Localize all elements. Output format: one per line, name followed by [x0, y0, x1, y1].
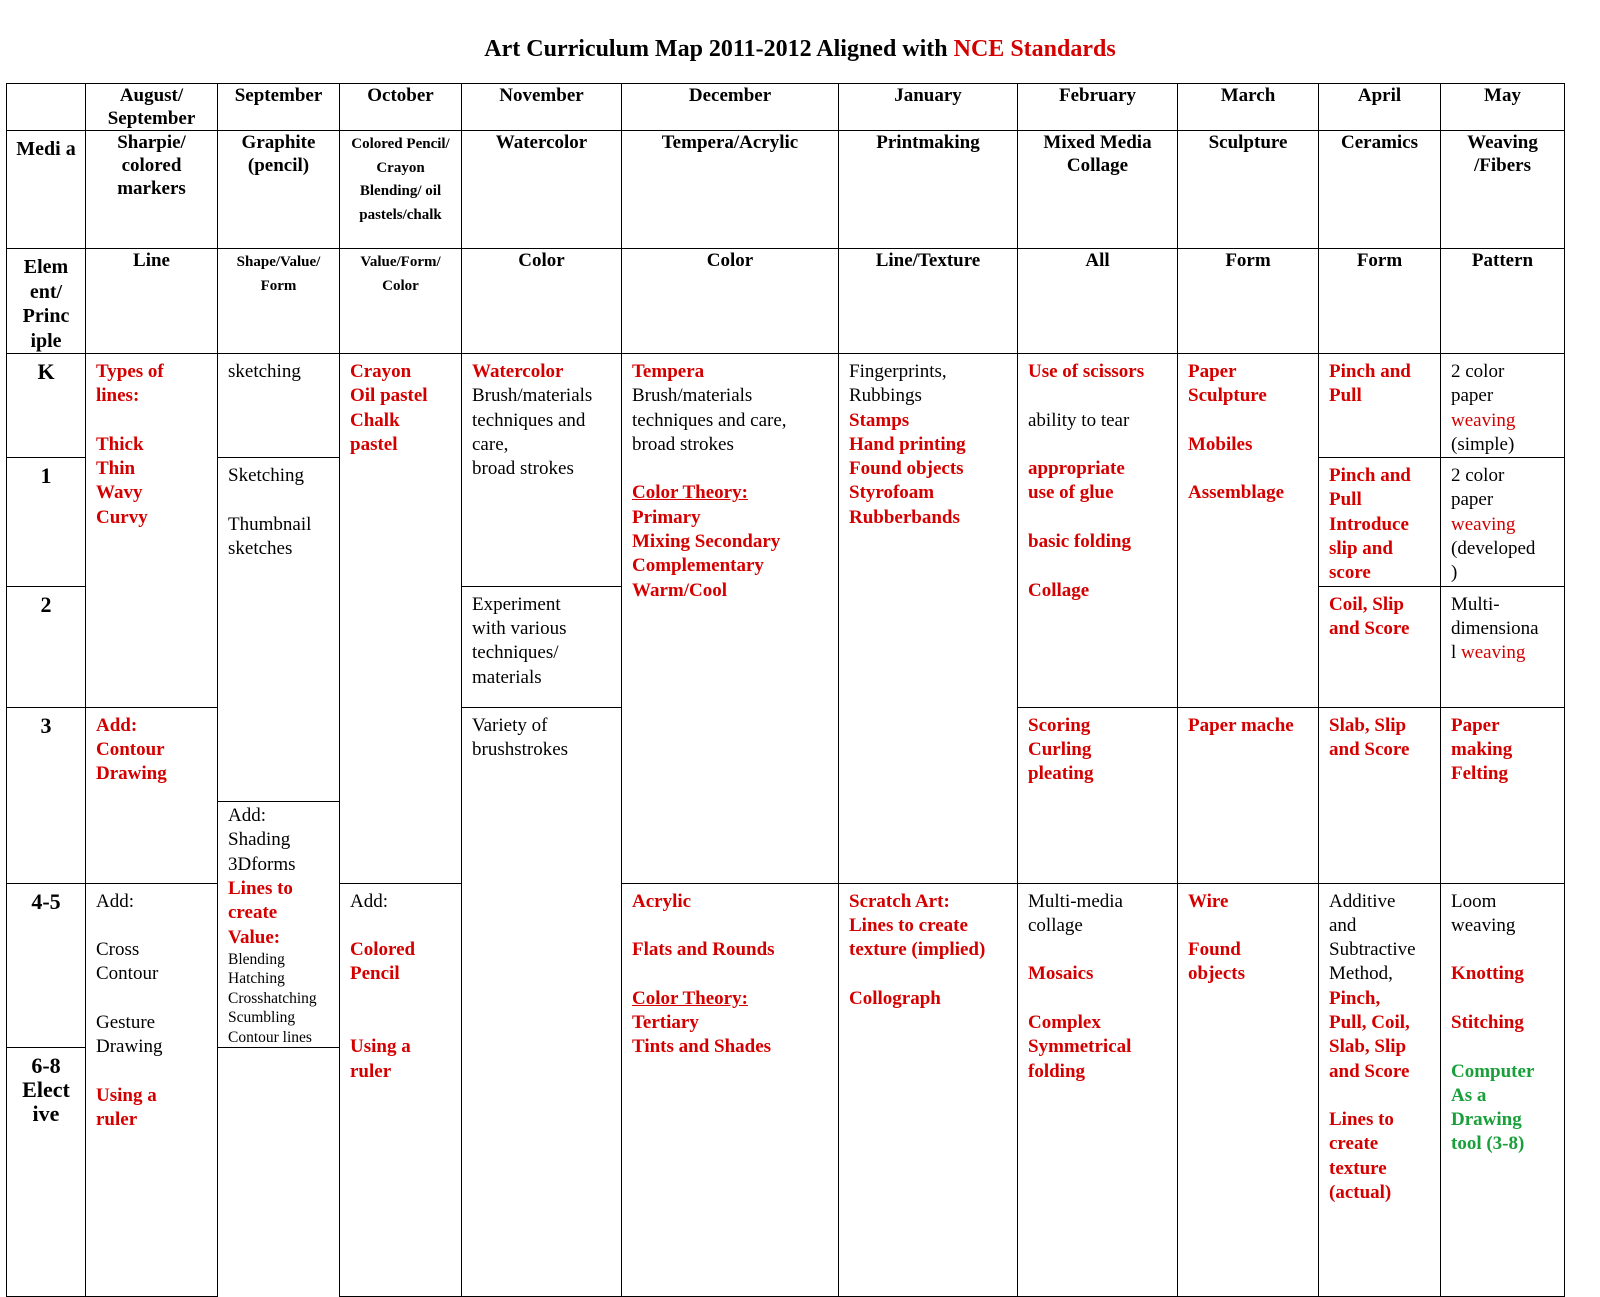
text-line: Brush/materials	[632, 385, 753, 407]
row-label-2: 2	[7, 586, 86, 707]
text-line: Wavy	[96, 482, 143, 504]
text-line: Using a	[350, 1036, 411, 1058]
media-cell: Sculpture	[1178, 131, 1319, 249]
text-line: Stitching	[1451, 1012, 1524, 1033]
text-line: create	[228, 902, 278, 924]
mar-g3-cell	[1178, 707, 1319, 883]
text-line: (developed	[1451, 538, 1536, 560]
text-line: Introduce	[1329, 513, 1409, 535]
text-line: Lines to	[1329, 1109, 1394, 1131]
text-line: Collograph	[849, 987, 941, 1009]
text-line: Pull	[1329, 385, 1362, 407]
media-cell: Weaving /Fibers	[1441, 131, 1565, 249]
text-line: Tempera	[632, 361, 705, 382]
text-line: Stamps	[849, 409, 910, 431]
text-line: Sketching	[228, 465, 304, 487]
row-label-k: K	[7, 354, 86, 458]
label-line: Elect ive	[22, 1077, 70, 1127]
text-line: Pinch and	[1329, 465, 1411, 487]
text-line: Curvy	[96, 506, 148, 528]
text-line: Loom	[1451, 890, 1497, 912]
text-line: Found	[1188, 939, 1241, 961]
text-line: 2 color	[1451, 361, 1505, 382]
sep-g1-cell	[218, 458, 340, 1048]
text-line: Using a	[96, 1084, 157, 1106]
element-cell: Color	[462, 249, 622, 354]
element-cell	[340, 249, 462, 354]
text-line: Scumbling	[228, 1009, 296, 1027]
text-line: Pinch,	[1329, 987, 1381, 1009]
text-line: Rubbings	[849, 385, 922, 407]
grade-row-k	[7, 354, 1565, 458]
text-line: Oil pastel	[350, 385, 428, 407]
text-line: Computer	[1451, 1060, 1535, 1082]
text-line: Contour	[96, 963, 159, 985]
text-line: Complementary	[632, 555, 764, 577]
text-line: Add:	[350, 890, 388, 912]
may-g3-cell	[1441, 707, 1565, 883]
text-line: Knotting	[1451, 963, 1524, 985]
text-line: and Score	[1329, 738, 1410, 760]
text-line: techniques/	[472, 642, 559, 664]
text-line: weaving	[1451, 513, 1516, 535]
month-header: November	[462, 84, 622, 131]
element-cell: Line	[86, 249, 218, 354]
text-line: As a	[1451, 1084, 1487, 1106]
text-line: Contour Drawing	[96, 738, 167, 785]
text-line: basic folding	[1028, 531, 1131, 553]
text-line: create	[1329, 1133, 1379, 1155]
apr-g1-cell	[1319, 458, 1441, 586]
text-line: Multi-media	[1028, 890, 1123, 912]
text-line: Drawing	[1451, 1109, 1522, 1131]
media-cell: Tempera/Acrylic	[622, 131, 839, 249]
text-line: Acrylic	[632, 890, 692, 912]
text-line: Chalk	[350, 409, 400, 431]
element-row	[7, 249, 1565, 354]
text-line: appropriate	[1028, 458, 1125, 480]
row-label-3: 3	[7, 707, 86, 883]
sep-g48-block	[218, 801, 339, 1047]
text-line: Value:	[228, 926, 281, 948]
text-line: Flats and Rounds	[632, 939, 775, 961]
text-line: and	[1329, 914, 1357, 936]
text-line: Variety of	[472, 714, 548, 736]
text-fragment: weaving	[1461, 642, 1526, 664]
apr-k-cell	[1319, 354, 1441, 458]
text-line: folding	[1028, 1060, 1086, 1082]
text-line: Found objects	[849, 458, 964, 480]
month-header: May	[1441, 84, 1565, 131]
text-line: weaving	[1451, 409, 1516, 431]
text-line: Wire	[1188, 890, 1229, 912]
corner-cell	[7, 84, 86, 131]
text-line: Thumbnail	[228, 513, 312, 535]
text-line: Paper mache	[1188, 714, 1294, 736]
text-line: Scratch Art:	[849, 890, 950, 912]
text-line: texture (implied)	[849, 939, 986, 961]
media-cell: Mixed Media Collage	[1018, 131, 1178, 249]
text-line: Pull	[1329, 489, 1362, 511]
media-cell: Ceramics	[1319, 131, 1441, 249]
text-line: and Score	[1329, 617, 1410, 639]
text-line: Thin	[96, 458, 136, 480]
text-line: Primary	[632, 506, 701, 528]
text-line: Paper	[1188, 361, 1237, 382]
element-cell: All	[1018, 249, 1178, 354]
text-line: Mixing Secondary	[632, 531, 781, 553]
text-line: Symmetrical	[1028, 1036, 1132, 1058]
text-line: weaving	[1451, 914, 1516, 936]
may-g48-cell	[1441, 883, 1565, 1297]
text-line: (actual)	[1329, 1182, 1392, 1204]
text-line: Hand printing	[849, 433, 966, 455]
text-line: Complex	[1028, 1012, 1101, 1033]
media-cell: Printmaking	[839, 131, 1018, 249]
mar-k2-cell	[1178, 354, 1319, 708]
text-line: care,	[472, 433, 509, 455]
text-line: tool (3-8)	[1451, 1133, 1525, 1155]
text-line: Slab, Slip	[1329, 1036, 1407, 1058]
aug-g48-cell	[86, 883, 218, 1297]
text-line: Use of scissors	[1028, 361, 1145, 382]
text-line: Contour lines	[228, 1028, 312, 1046]
text-line: sketching	[228, 361, 301, 382]
text-line: Styrofoam	[849, 482, 935, 504]
text-line: Add:	[96, 714, 138, 736]
text-line: texture	[1329, 1157, 1387, 1179]
month-header: January	[839, 84, 1018, 131]
element-cell: Pattern	[1441, 249, 1565, 354]
feb-k2-cell	[1018, 354, 1178, 708]
text-line: Tertiary	[632, 1012, 699, 1033]
month-header: October	[340, 84, 462, 131]
text-line: and Score	[1329, 1060, 1410, 1082]
media-cell: Sharpie/ colored markers	[86, 131, 218, 249]
row-label-1: 1	[7, 458, 86, 586]
feb-g48-cell	[1018, 883, 1178, 1297]
text-line: Collage	[1028, 579, 1090, 601]
text-line: Pinch and	[1329, 361, 1411, 382]
text-line: broad strokes	[472, 458, 574, 480]
text-line: Crosshatching	[228, 989, 317, 1007]
text-line: Cross	[96, 939, 140, 961]
text-line: Tints and Shades	[632, 1036, 772, 1058]
month-header: September	[218, 84, 340, 131]
text-line: Felting	[1451, 763, 1508, 785]
text-line: collage	[1028, 914, 1083, 936]
text-line: Slab, Slip	[1329, 714, 1407, 736]
element-cell: Color	[622, 249, 839, 354]
text-line: Watercolor	[472, 361, 564, 382]
month-header: March	[1178, 84, 1319, 131]
text-line: Color Theory:	[632, 987, 748, 1009]
text-line: Brush/materials	[472, 385, 593, 407]
text-line: Scoring	[1028, 714, 1091, 736]
row-label-6-8	[7, 1048, 86, 1297]
text-line: Hatching	[228, 970, 285, 988]
text-line: making	[1451, 738, 1513, 760]
nov-g2-cell	[462, 586, 622, 707]
month-header: August/ September	[86, 84, 218, 131]
row-label-element: Elem ent/ Princ iple	[7, 249, 86, 354]
text-line: Multi-	[1451, 593, 1500, 615]
text-line: ruler	[350, 1060, 392, 1082]
text-line: )	[1451, 562, 1458, 584]
text-line: Shading	[228, 829, 291, 851]
text-line: paper	[1451, 489, 1494, 511]
text-line: broad strokes	[632, 433, 734, 455]
text-line: Lines to	[228, 878, 293, 900]
media-row	[7, 131, 1565, 249]
page-title: Art Curriculum Map 2011-2012 Aligned with NCE Standards	[484, 36, 1116, 62]
element-cell: Form	[1178, 249, 1319, 354]
text-line: techniques and	[472, 409, 586, 431]
text-line: Crayon	[350, 361, 412, 382]
text-line: Subtractive	[1329, 939, 1416, 961]
text-line: Add:	[96, 890, 134, 912]
apr-g3-cell	[1319, 707, 1441, 883]
text-line: Add:	[228, 805, 266, 827]
curriculum-table	[6, 83, 1565, 1297]
may-g2-cell	[1441, 586, 1565, 707]
text-line: Gesture	[96, 1012, 156, 1033]
text-line: Curling	[1028, 738, 1092, 760]
dec-g48-cell	[622, 883, 839, 1297]
text-line: Mosaics	[1028, 963, 1094, 985]
dec-k3-cell	[622, 354, 839, 884]
oct-g48-cell	[340, 883, 462, 1297]
may-g1-cell	[1441, 458, 1565, 586]
oct-k3-cell	[340, 354, 462, 884]
aug-g3-cell	[86, 707, 218, 883]
text-line: brushstrokes	[472, 738, 569, 760]
month-header: February	[1018, 84, 1178, 131]
element-text: Shape/Value/ Form	[236, 254, 321, 294]
media-cell: Graphite (pencil)	[218, 131, 340, 249]
element-cell: Line/Texture	[839, 249, 1018, 354]
text-line: slip and	[1329, 538, 1393, 560]
apr-g48-cell	[1319, 883, 1441, 1297]
month-header: April	[1319, 84, 1441, 131]
text-line: pleating	[1028, 763, 1094, 785]
mar-g48-cell	[1178, 883, 1319, 1297]
text-line: ability to tear	[1028, 409, 1130, 431]
text-line: use of glue	[1028, 482, 1114, 504]
text-line: Pencil	[350, 963, 400, 985]
text-line: Color Theory:	[632, 482, 748, 504]
label-line: 6-8	[31, 1053, 61, 1079]
row-label-4-5: 4-5	[7, 883, 86, 1048]
text-line: Types of lines:	[96, 361, 164, 407]
text-line: materials	[472, 666, 542, 688]
text-line: Rubberbands	[849, 506, 960, 528]
text-line: sketches	[228, 538, 293, 560]
text-line: Method,	[1329, 963, 1393, 985]
text-fragment: l	[1451, 642, 1457, 664]
media-cell	[340, 131, 462, 249]
jan-k3-cell	[839, 354, 1018, 884]
text-line: Mobiles	[1188, 433, 1253, 455]
text-line: Colored	[350, 939, 416, 961]
text-line: Lines to create	[849, 914, 968, 936]
sep-k-cell	[218, 354, 340, 458]
element-cell: Form	[1319, 249, 1441, 354]
text-line: Warm/Cool	[632, 579, 727, 601]
text-line: Paper	[1451, 714, 1500, 736]
media-text: Colored Pencil/ Crayon Blending/ oil pastels/chalk	[351, 136, 450, 223]
media-cell: Watercolor	[462, 131, 622, 249]
text-line: Assemblage	[1188, 482, 1285, 504]
jan-g48-cell	[839, 883, 1018, 1297]
text-line: Pull, Coil,	[1329, 1012, 1410, 1033]
text-line: 3Dforms	[228, 853, 296, 875]
month-header-row	[7, 84, 1565, 131]
feb-g3-cell	[1018, 707, 1178, 883]
text-line: Coil, Slip	[1329, 593, 1404, 615]
text-line: Blending	[228, 950, 285, 968]
month-header: December	[622, 84, 839, 131]
text-line: pastel	[350, 433, 398, 455]
text-line: Fingerprints,	[849, 361, 947, 382]
text-line: with various	[472, 617, 567, 639]
element-text: Value/Form/ Color	[360, 254, 441, 294]
apr-g2-cell	[1319, 586, 1441, 707]
text-line: techniques and care,	[632, 409, 787, 431]
text-line: Additive	[1329, 890, 1396, 912]
row-label-media: Medi a	[7, 131, 86, 249]
text-line: Sculpture	[1188, 385, 1267, 407]
text-line: ruler	[96, 1109, 138, 1131]
text-line: Drawing	[96, 1036, 163, 1058]
aug-k2-cell	[86, 354, 218, 708]
element-cell	[218, 249, 340, 354]
nov-k1-cell	[462, 354, 622, 587]
may-k-cell	[1441, 354, 1565, 458]
text-line: Experiment	[472, 593, 561, 615]
nov-g38-cell	[462, 707, 622, 1297]
title-highlight: NCE Standards	[953, 36, 1116, 62]
text-line: (simple)	[1451, 433, 1515, 455]
text-line: score	[1329, 562, 1371, 584]
text-line: Thick	[96, 433, 144, 455]
text-line: dimensiona	[1451, 617, 1539, 639]
text-line: objects	[1188, 963, 1245, 985]
text-line: 2 color	[1451, 465, 1505, 487]
text-line: paper	[1451, 385, 1494, 407]
